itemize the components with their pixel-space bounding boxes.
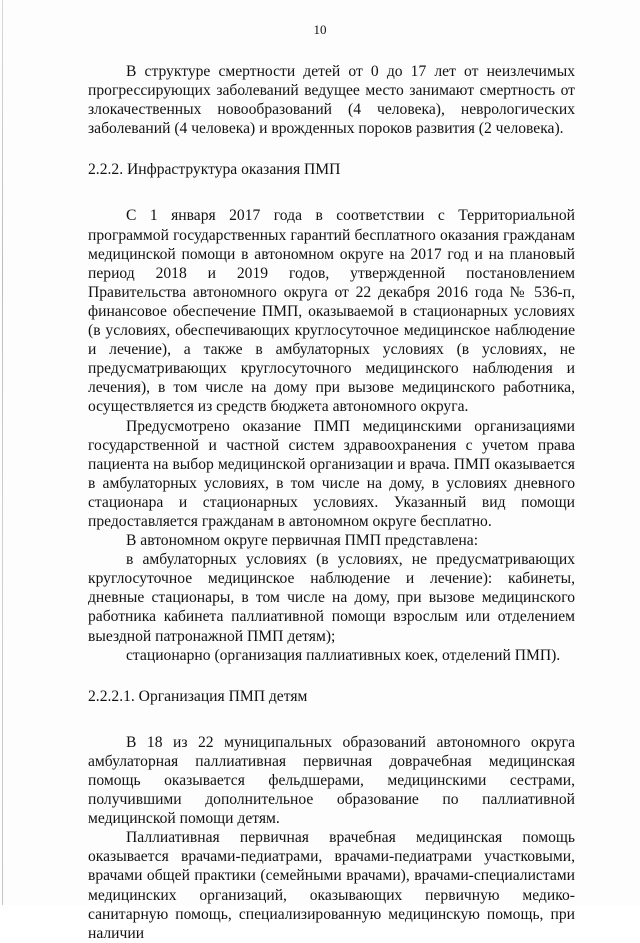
paragraph-inpatient: стационарно (организация паллиативных коек, отделений ПМП). [126, 646, 561, 664]
paragraph-municipalities: В 18 из 22 муниципальных образований автономного округа амбулаторная паллиативная первичная доврачебная медицинская помощь оказывается фельдшерами, медицинскими сестрами, получившими дополнительное образование по паллиативной медицинской помощи детям. [88, 733, 575, 828]
paragraph-primary-pmp-intro: В автономном округе первичная ПМП представлена: [126, 532, 479, 550]
paragraph-mortality-structure: В структуре смертности детей от 0 до 17 лет от неизлечимых прогрессирующих заболеваний ведущее место занимают смертность от злокачественных новообразований (4 человека), неврологических заболеваний (4 человека) и врожденных пороков развития (2 человека). [88, 63, 575, 138]
paragraph-ambulatory-conditions: в амбулаторных условиях (в условиях, не предусматривающих круглосуточное медицинское наблюдение и лечение): кабинеты, дневные стационары, в том числе на дому, при вызове медицинского работника кабинета паллиативной помощи взрослым или отделением выездной патронажной ПМП детям); [88, 551, 575, 645]
section-heading-infrastructure: 2.2.2. Инфраструктура оказания ПМП [88, 161, 341, 179]
document-body [88, 62, 575, 943]
page-number: 10 [313, 22, 327, 37]
paragraph-physician-care: Паллиативная первичная врачебная медицинская помощь оказывается врачами-педиатрами, врачами-педиатрами участковыми, врачами общей практики (семейными врачами), врачами-специалистами медицинских организаций, оказывающих первичную медико-санитарную помощь, специализированную медицинскую помощь, при наличии [88, 829, 575, 942]
paragraph-providers: Предусмотрено оказание ПМП медицинскими организациями государственной и частной систем здравоохранения с учетом права пациента на выбор медицинской организации и врача. ПМП оказывается в амбулаторных условиях, в том числе на дому, в условиях дневного стационара и стационарных условиях. Указанный вид помощи предоставляется гражданам в автономном округе бесплатно. [88, 417, 575, 530]
section-heading-children-pmp: 2.2.2.1. Организация ПМП детям [88, 687, 308, 705]
scan-edge [2, 0, 3, 905]
paragraph-financing: С 1 января 2017 года в соответствии с Территориальной программой государственных гарантий бесплатного оказания гражданам медицинской помощи в автономном округе на 2017 год и на плановый период 2018 и 2019 годов, утвержденной постановлением Правительства автономного округа от 22 декабря 2016 года № 536-п, финансовое обеспечение ПМП, оказываемой в стационарных условиях (в условиях, обеспечивающих круглосуточное медицинское наблюдение и лечение), а также в амбулаторных условиях (в условиях, не предусматривающих круглосуточного медицинского наблюдения и лечения), в том числе на дому при вызове медицинского работника, осуществляется из средств бюджета автономного округа. [88, 207, 575, 416]
